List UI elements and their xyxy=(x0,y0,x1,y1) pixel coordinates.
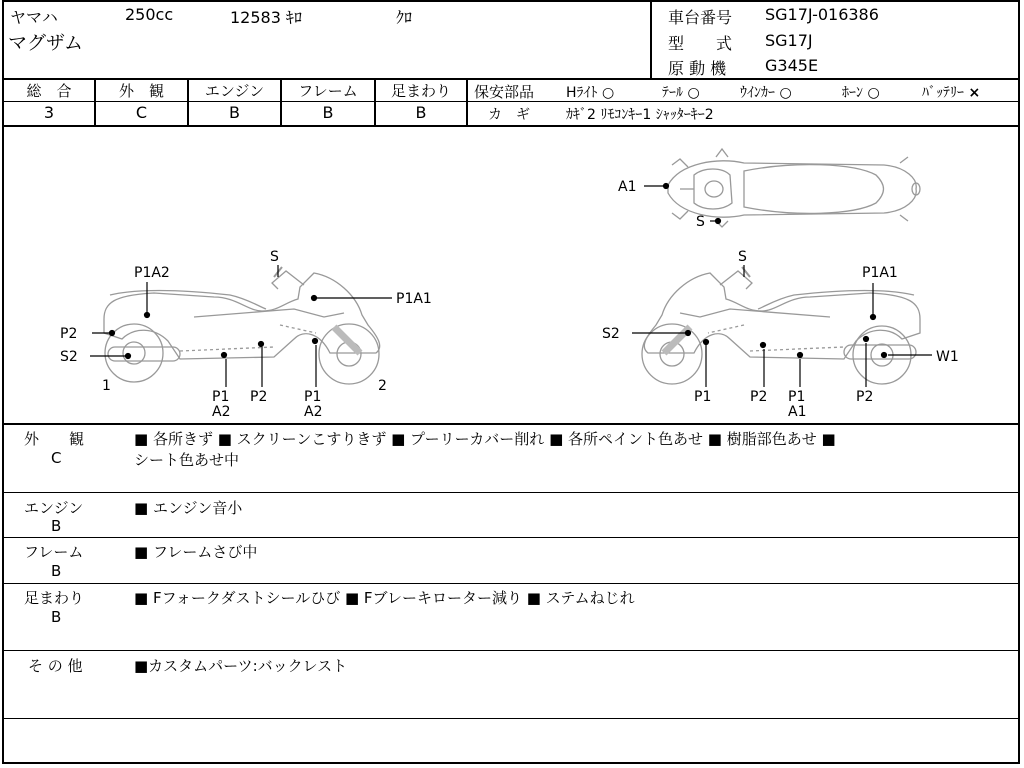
label-right-w1: W1 xyxy=(936,349,959,365)
label-left-p2: P2 xyxy=(60,326,78,342)
safety-headlight xyxy=(566,82,614,102)
label-left-a2-rear: A2 xyxy=(304,404,323,420)
rule-remark-5 xyxy=(2,718,1020,719)
remark-exterior-line-1: ■ 各所きず ■ スクリーンこすりきず ■ プーリーカバー削れ ■ 各所ペイント色あせ ■ 樹脂部色あせ ■ xyxy=(134,430,836,448)
rule-remark-3 xyxy=(2,583,1020,584)
remark-exterior-grade: C xyxy=(51,449,62,467)
label-top-a1: A1 xyxy=(618,179,637,195)
label-left-s: S xyxy=(270,249,279,265)
keys-value: ｶｷﾞ2 ﾘﾓｺﾝｷｰ1 ｼｬｯﾀｰｷｰ2 xyxy=(566,107,714,123)
label-left-2: 2 xyxy=(378,378,387,394)
model-name: マグザム xyxy=(8,32,84,54)
safety-item-mark: ○ xyxy=(779,85,792,101)
remark-suspension-grade: B xyxy=(51,608,62,626)
label-left-p1a1: P1A1 xyxy=(396,291,432,307)
label-left-s2: S2 xyxy=(60,349,78,365)
remark-exterior-line-2: シート色あせ中 xyxy=(134,451,240,469)
label-right-p2-rear: P2 xyxy=(856,389,874,405)
type-value: SG17J xyxy=(765,31,813,50)
safety-winker xyxy=(740,82,792,102)
rating-value-engine: B xyxy=(229,103,240,122)
rule-remark-2 xyxy=(2,537,1020,538)
scooter-left-view xyxy=(104,267,380,384)
rating-label-exterior: 外 観 xyxy=(118,82,164,100)
remark-engine-grade: B xyxy=(51,517,62,535)
scooter-right-view xyxy=(642,267,920,384)
safety-item-name: ﾊﾞｯﾃﾘｰ xyxy=(922,85,964,101)
safety-tail xyxy=(662,82,700,102)
rating-label-engine: エンジン xyxy=(204,82,265,100)
label-right-p1-rear: P1 xyxy=(788,389,806,405)
remark-frame-grade: B xyxy=(51,562,62,580)
rule-header-split xyxy=(650,0,652,78)
safety-item-name: ﾃｰﾙ xyxy=(662,85,683,101)
keys-label: カ ギ xyxy=(488,107,530,123)
rule-remark-1 xyxy=(2,492,1020,493)
rating-label-suspension: 足まわり xyxy=(390,82,451,100)
rating-value-exterior: C xyxy=(135,103,148,122)
engine-value: G345E xyxy=(765,56,819,75)
maker-name: ヤマハ xyxy=(10,8,58,27)
rating-label-frame: フレーム xyxy=(298,82,358,100)
type-label: 型 式 xyxy=(668,34,733,53)
rule-rating-mid xyxy=(2,101,468,102)
label-right-a1-rear: A1 xyxy=(788,404,807,420)
safety-item-mark: ○ xyxy=(867,85,880,101)
frame-no-label: 車台番号 xyxy=(668,8,733,27)
mileage: 12583 ｷﾛ xyxy=(230,8,302,27)
remark-frame-line-1: ■ フレームさび中 xyxy=(134,543,258,561)
remark-other-label: そ の 他 xyxy=(28,657,83,675)
rating-value-frame: B xyxy=(322,103,334,122)
safety-item-mark: ○ xyxy=(601,85,615,101)
rating-value-overall: 3 xyxy=(43,103,55,122)
label-right-p1-front: P1 xyxy=(694,389,712,405)
safety-battery xyxy=(922,82,980,102)
label-left-p2-mid: P2 xyxy=(250,389,268,405)
rule-rating-5 xyxy=(466,78,468,125)
displacement: 250cc xyxy=(125,5,174,24)
body-color: ｸﾛ xyxy=(396,8,413,27)
label-left-a2-front: A2 xyxy=(212,404,231,420)
label-right-p2-mid: P2 xyxy=(750,389,768,405)
engine-label: 原 動 機 xyxy=(668,59,727,78)
frame-no: SG17J-016386 xyxy=(765,5,879,24)
scooter-top-view xyxy=(668,149,920,227)
safety-item-name: Hﾗｲﾄ xyxy=(566,85,598,101)
safety-item-mark: × xyxy=(968,85,981,101)
rating-value-suspension: B xyxy=(415,103,427,122)
label-left-p1-front: P1 xyxy=(212,389,230,405)
remark-other-line-1: ■カスタムパーツ:バックレスト xyxy=(134,657,348,675)
safety-label: 保安部品 xyxy=(474,83,535,101)
safety-item-name: ｳｲﾝｶｰ xyxy=(740,85,775,101)
safety-item-mark: ○ xyxy=(687,85,700,101)
label-left-p1-rear: P1 xyxy=(304,389,322,405)
rule-diagram-bottom xyxy=(2,423,1020,425)
remark-exterior-label: 外 観 xyxy=(24,430,85,448)
safety-item-name: ﾎｰﾝ xyxy=(842,85,863,101)
remark-frame-label: フレーム xyxy=(24,543,84,561)
remark-suspension-line-1: ■ Fフォークダストシールひび ■ Fブレーキローター減り ■ ステムねじれ xyxy=(134,589,635,607)
label-right-s2: S2 xyxy=(602,326,620,342)
label-right-s: S xyxy=(738,249,747,265)
rule-remark-4 xyxy=(2,650,1020,651)
remark-engine-label: エンジン xyxy=(24,499,84,517)
label-right-p1a1: P1A1 xyxy=(862,265,898,281)
label-top-s: S xyxy=(696,214,705,230)
remark-suspension-label: 足まわり xyxy=(24,589,85,607)
safety-horn xyxy=(842,82,880,102)
rating-label-overall: 総 合 xyxy=(26,82,72,100)
remark-engine-line-1: ■ エンジン音小 xyxy=(134,499,243,517)
label-left-p1a2: P1A2 xyxy=(134,265,170,281)
label-left-1: 1 xyxy=(102,378,111,394)
damage-diagram xyxy=(4,127,1018,422)
